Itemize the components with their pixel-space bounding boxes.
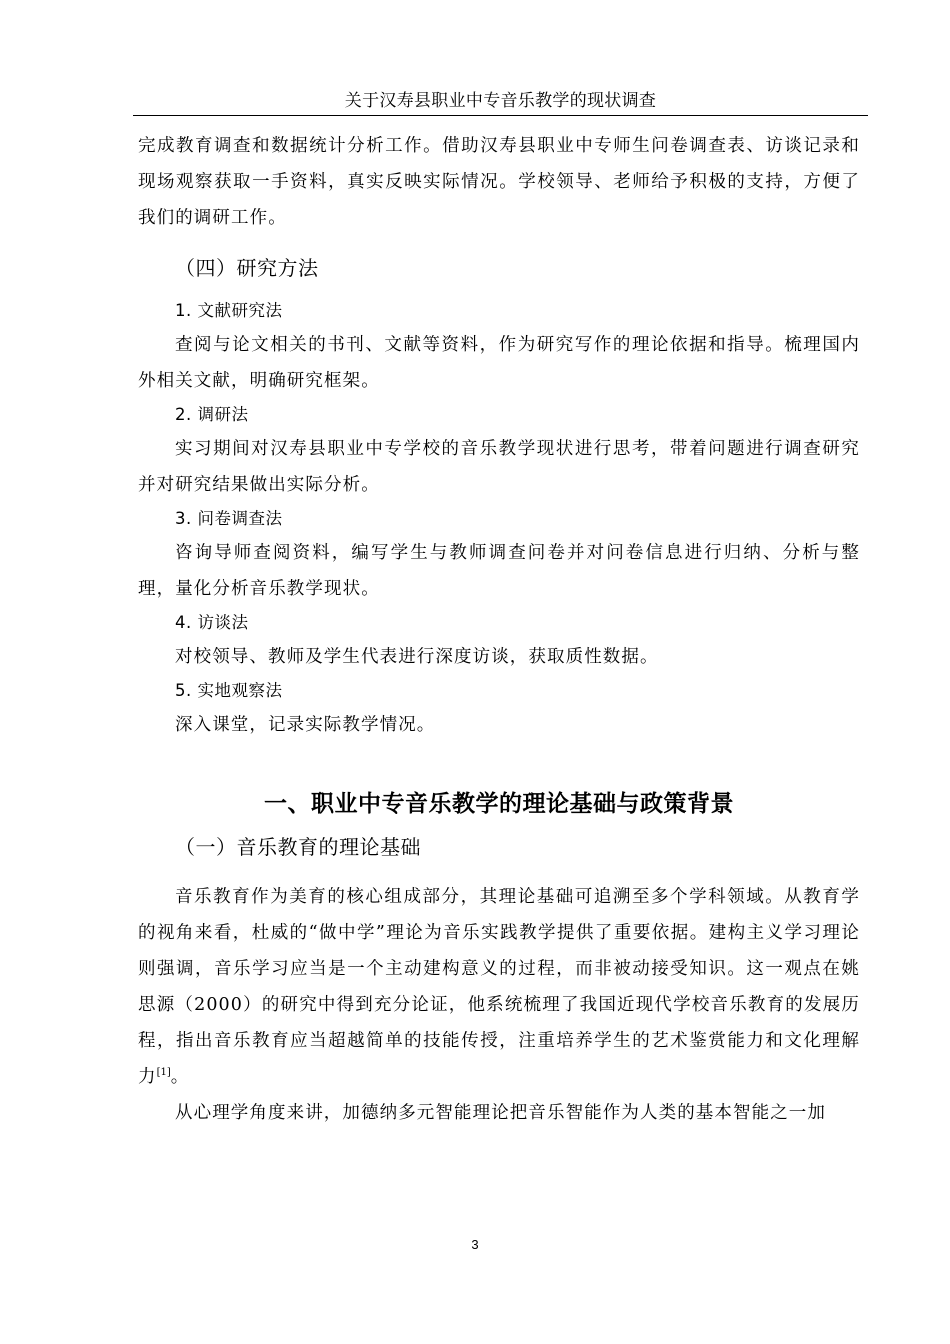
body-paragraph-1-text: 音乐教育作为美育的核心组成部分，其理论基础可追溯至多个学科领域。从教育学的视角来看，杜威的“做中学”理论为音乐实践教学提供了重要依据。建构主义学习理论则强调，音乐学习应当是一个主动建构意义的过程，而非被动接受知识。这一观点在姚思源（2000）的研究中得到充分论证，他系统梳理了我国近现代学校音乐教育的发展历程，指出音乐教育应当超越简单的技能传授，注重培养学生的艺术鉴赏能力和文化理解力 [138,887,860,1087]
running-header: 关于汉寿县职业中专音乐教学的现状调查 [344,91,657,111]
method-body-4: 对校领导、教师及学生代表进行深度访谈，获取质性数据。 [175,647,659,667]
body-paragraph-1 [138,879,860,1095]
method-title-4: 4. 访谈法 [175,613,249,632]
method-body-2: 实习期间对汉寿县职业中专学校的音乐教学现状进行思考，带着问题进行调查研究并对研究结果做出实际分析。 [138,439,860,495]
method-title-3: 3. 问卷调查法 [175,509,283,528]
citation-ref: [1] [156,1067,171,1079]
methods-heading: （四）研究方法 [175,256,319,280]
method-title-5: 5. 实地观察法 [175,681,283,700]
method-body-3: 咨询导师查阅资料，编写学生与教师调查问卷并对问卷信息进行归纳、分析与整理，量化分析音乐教学现状。 [138,543,860,599]
intro-paragraph: 完成教育调查和数据统计分析工作。借助汉寿县职业中专师生问卷调查表、访谈记录和现场观察获取一手资料，真实反映实际情况。学校领导、老师给予积极的支持，方便了我们的调研工作。 [138,136,860,228]
method-body-5: 深入课堂，记录实际教学情况。 [175,715,436,735]
method-body-1: 查阅与论文相关的书刊、文献等资料，作为研究写作的理论依据和指导。梳理国内外相关文献，明确研究框架。 [138,335,860,391]
header-rule [133,115,868,116]
body-paragraph-2: 从心理学角度来讲，加德纳多元智能理论把音乐智能作为人类的基本智能之一加 [175,1103,826,1123]
section-heading: （一）音乐教育的理论基础 [175,835,421,859]
body-paragraph-1-end: 。 [170,1067,190,1087]
method-title-2: 2. 调研法 [175,405,249,424]
method-title-1: 1. 文献研究法 [175,301,283,320]
chapter-heading: 一、职业中专音乐教学的理论基础与政策背景 [264,791,734,817]
page-body [138,128,860,1131]
page-number: 3 [471,1237,479,1252]
